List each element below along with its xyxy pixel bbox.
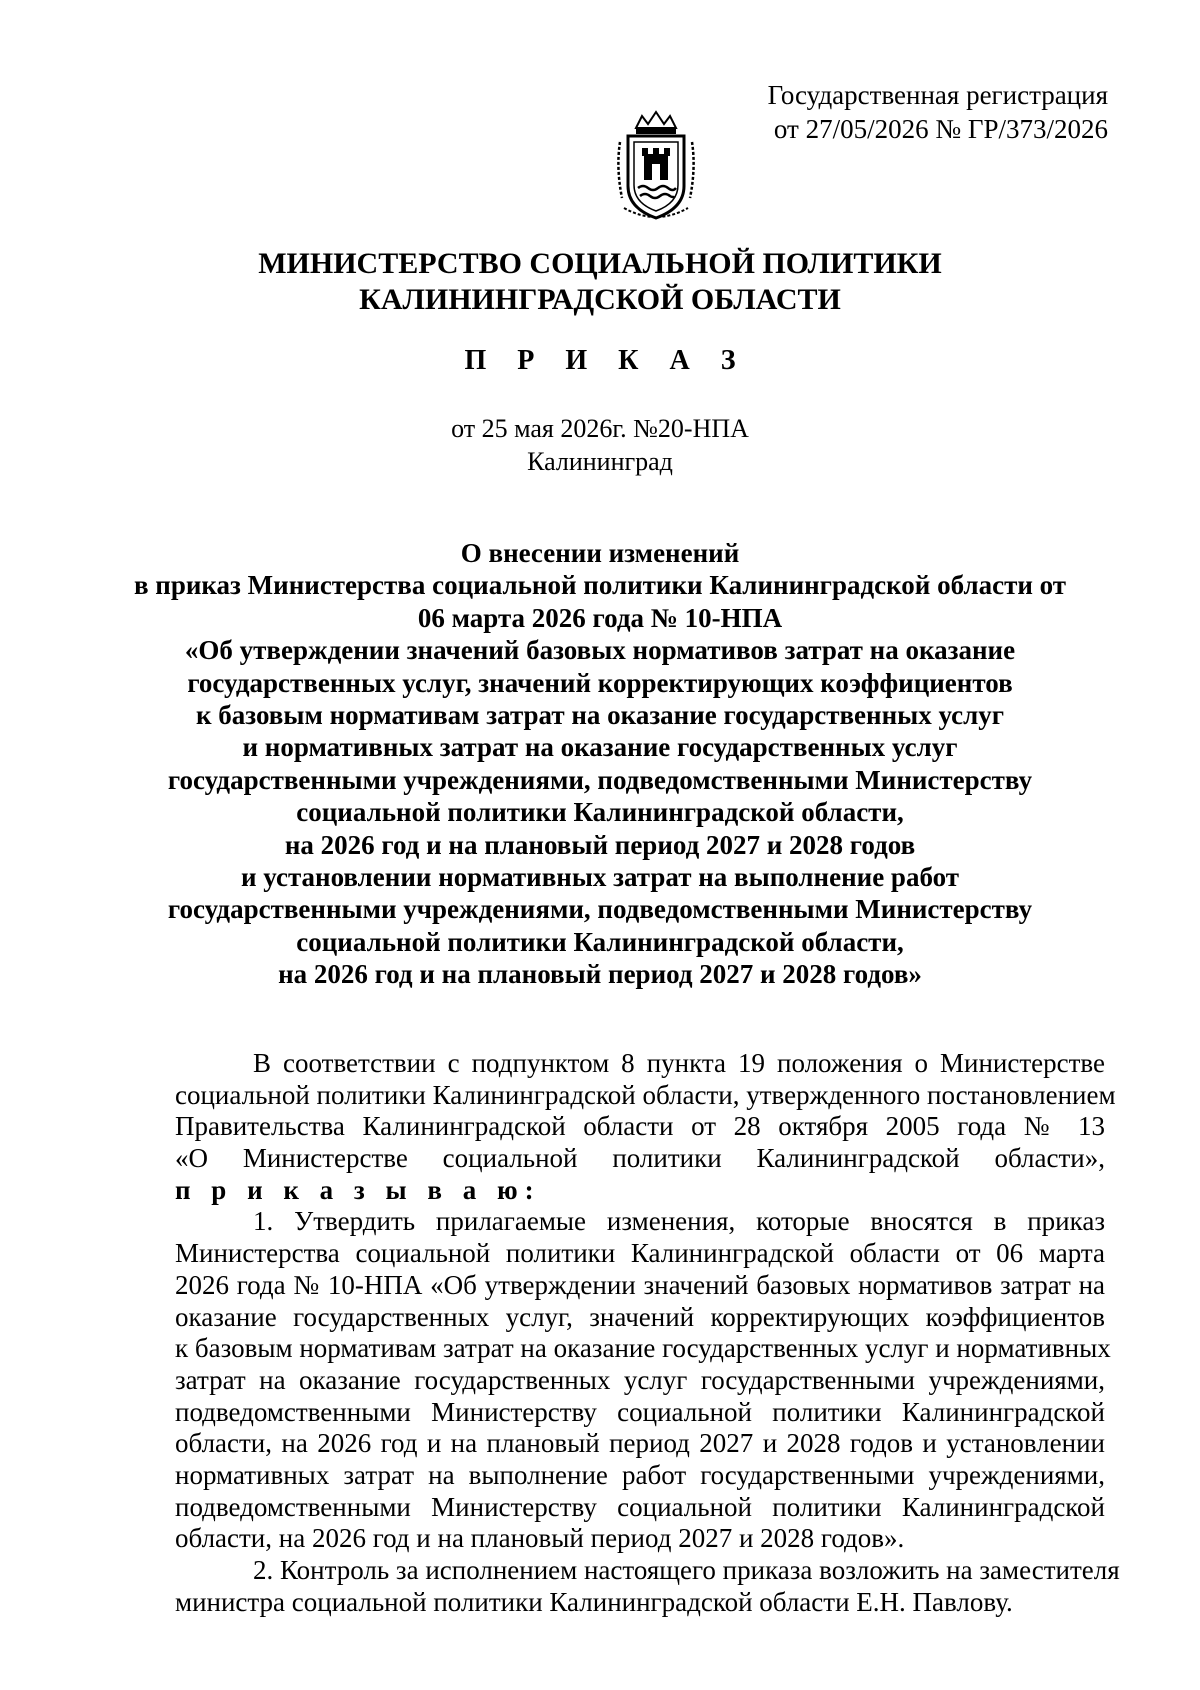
title-line: к базовым нормативам затрат на оказание государственных услуг xyxy=(195,700,1005,731)
registration-number: от 27/05/2026 № ГР/373/2026 xyxy=(773,114,1108,144)
item-line: 1. Утвердить прилагаемые изменения, которые вносятся в приказ xyxy=(253,1206,1105,1237)
item-line: к базовым нормативам затрат на оказание государственных услуг и нормативных xyxy=(175,1333,1111,1364)
item-line: нормативных затрат на выполнение работ государственными учреждениями, xyxy=(175,1459,1105,1490)
kaliningrad-coat-of-arms-icon xyxy=(614,108,698,224)
order-date-number: от 25 мая 2026г. №20-НПА xyxy=(451,414,749,443)
item-line: Министерства социальной политики Калининградской области от 06 марта xyxy=(175,1238,1105,1269)
title-line: на 2026 год и на плановый период 2027 и 2028 годов xyxy=(284,829,916,860)
order-verb: п р и к а з ы в а ю: xyxy=(175,1174,541,1205)
item-line: области, на 2026 год и на плановый период 2027 и 2028 годов». xyxy=(175,1523,905,1554)
order-body xyxy=(175,1048,1120,1618)
item-line: 2026 года № 10-НПА «Об утверждении значений базовых нормативов затрат на xyxy=(175,1269,1105,1300)
title-line: государственными учреждениями, подведомственными Министерству xyxy=(167,894,1033,925)
state-registration-stamp xyxy=(688,78,1108,146)
title-line: и нормативных затрат на оказание государственных услуг xyxy=(242,732,958,763)
item-line: 2. Контроль за исполнением настоящего приказа возложить на заместителя xyxy=(253,1555,1120,1585)
title-line: социальной политики Калининградской области, xyxy=(296,797,904,828)
order-details xyxy=(0,412,1200,478)
title-line: «Об утверждении значений базовых нормативов затрат на оказание xyxy=(184,635,1016,666)
preamble-line: социальной политики Калининградской области, утвержденного постановлением xyxy=(175,1079,1116,1110)
title-line: в приказ Министерства социальной политики Калининградской области от xyxy=(133,570,1067,601)
order-item-2 xyxy=(175,1555,1120,1618)
title-line: 06 марта 2026 года № 10-НПА xyxy=(417,602,783,633)
preamble-line: «О Министерстве социальной политики Калининградской области», xyxy=(175,1143,1105,1174)
issuing-authority xyxy=(0,246,1200,318)
order-item-1 xyxy=(175,1206,1111,1555)
preamble-line: Правительства Калининградской области от 28 октября 2005 года № 13 xyxy=(175,1111,1105,1142)
title-line: и установлении нормативных затрат на выполнение работ xyxy=(240,862,960,893)
item-line: подведомственными Министерству социальной политики Калининградской xyxy=(175,1396,1105,1427)
preamble-paragraph xyxy=(175,1048,1116,1206)
item-line: министра социальной политики Калининградской области Е.Н. Павлову. xyxy=(175,1586,1013,1617)
title-line: государственных услуг, значений корректирующих коэффициентов xyxy=(187,667,1013,698)
authority-line-1: МИНИСТЕРСТВО СОЦИАЛЬНОЙ ПОЛИТИКИ xyxy=(258,247,942,280)
item-line: затрат на оказание государственных услуг государственными учреждениями, xyxy=(175,1364,1105,1395)
item-line: области, на 2026 год и на плановый период 2027 и 2028 годов и установлении xyxy=(175,1428,1105,1459)
title-line: государственными учреждениями, подведомственными Министерству xyxy=(167,764,1033,795)
authority-line-2: КАЛИНИНГРАДСКОЙ ОБЛАСТИ xyxy=(359,283,841,316)
title-line: О внесении изменений xyxy=(460,538,740,568)
preamble-line: В соответствии с подпунктом 8 пункта 19 положения о Министерстве xyxy=(253,1048,1105,1078)
registration-label: Государственная регистрация xyxy=(767,80,1108,110)
title-line: на 2026 год и на плановый период 2027 и 2028 годов» xyxy=(278,959,922,990)
document-type-heading: П Р И К А З xyxy=(464,345,748,376)
order-title xyxy=(0,537,1200,991)
item-line: оказание государственных услуг, значений корректирующих коэффициентов xyxy=(175,1301,1105,1332)
title-line: социальной политики Калининградской области, xyxy=(296,926,904,957)
item-line: подведомственными Министерству социальной политики Калининградской xyxy=(175,1491,1105,1522)
order-city: Калининград xyxy=(527,447,673,476)
